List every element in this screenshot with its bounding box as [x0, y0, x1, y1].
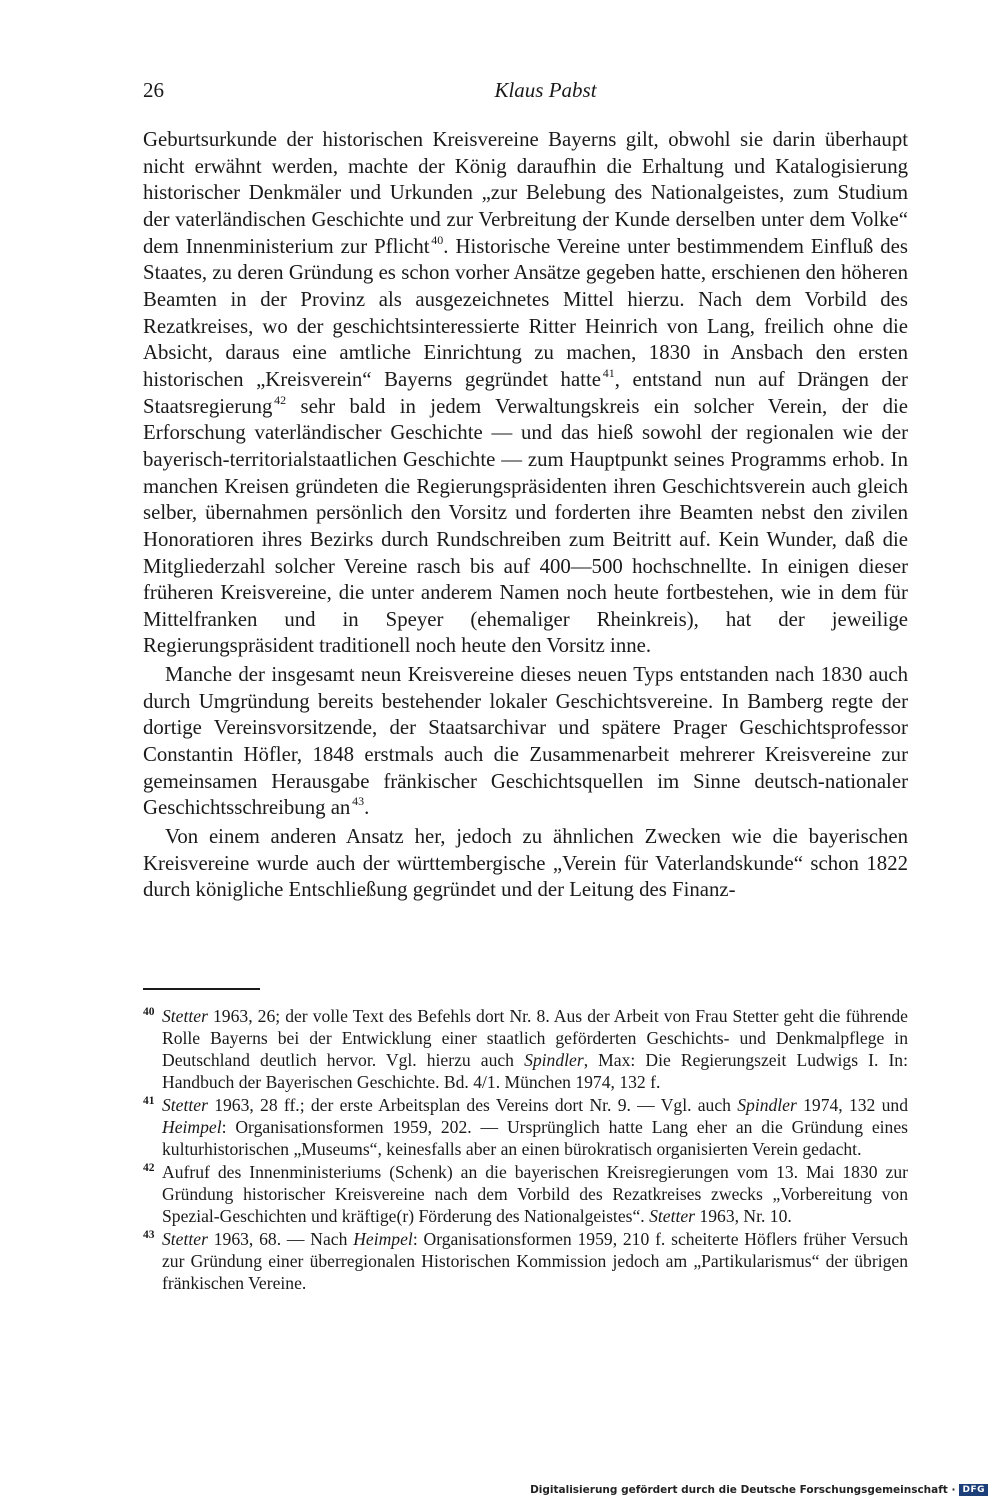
page-number: 26	[143, 78, 164, 102]
footnote-segment: 1963, 68. — Nach	[207, 1229, 354, 1249]
footnote-segment: : Organisationsformen 1959, 202. — Ursprünglich hatte Lang eher an die Gründung eines kulturhistorischen „Museums“, keinesfalls aber an einen bürokratisch organisierten Verein gedacht.	[162, 1117, 908, 1159]
page-header	[143, 78, 908, 110]
footnote-ref: 40	[431, 232, 444, 247]
footnote-41	[143, 1094, 908, 1160]
footnote-number: 40	[143, 1006, 155, 1018]
paragraph-1	[143, 127, 908, 660]
footnote-text	[162, 1229, 908, 1293]
footnote-ref: 41	[602, 365, 615, 380]
author-name: Stetter	[162, 1229, 208, 1249]
footnote-number: 42	[143, 1162, 155, 1174]
author-name: Spindler	[737, 1095, 797, 1115]
footnote-segment: 1974, 132 und	[796, 1095, 908, 1115]
paragraph-text: . Historische Vereine unter bestimmendem Einfluß des Staates, zu deren Gründung es schon vorher Ansätze gegeben hatte, erschienen den höheren Beamten in der Provinz als ausgezeichnetes Mittel hierzu. Nach dem Vorbild des Rezatkreises, wo der geschichtsinteressierte Ritter Heinrich von Lang, freilich ohne die Absicht, daraus eine amtliche Einrichtung zu machen, 1830 in Ansbach den ersten historischen „Kreisverein“ Bayerns gegründet hatte	[143, 234, 908, 391]
paragraph-text: Von einem anderen Ansatz her, jedoch zu ähnlichen Zwecken wie die bayerischen Kreisvereine wurde auch der württembergische „Verein für Vaterlandskunde“ schon 1822 durch königliche Entschließung gegründet und der Leitung des Finanz-	[143, 825, 908, 902]
footnote-segment: , Max: Die Regierungszeit Ludwigs I. In: Handbuch der Bayerischen Geschichte. Bd. 4/1. München 1974, 132 f.	[162, 1050, 908, 1092]
footnote-number: 43	[143, 1229, 155, 1241]
footnote-divider	[143, 988, 260, 990]
body-text	[143, 127, 908, 904]
footnote-text	[162, 1162, 908, 1226]
author-name: Stetter	[162, 1095, 208, 1115]
footnote-segment: 1963, 26; der volle Text des Befehls dort Nr. 8. Aus der Arbeit von Frau Stetter geht die führende Rolle Bayerns bei der Entwicklung einer staatlich geförderten Geschichts- und Denkmalpflege in Deutschland deutlich hervor. Vgl. hierzu auch	[162, 1006, 908, 1070]
paragraph-2	[143, 662, 908, 822]
footnote-ref: 42	[274, 392, 287, 407]
paragraph-text: , entstand nun auf Drängen der Staatsregierung	[143, 367, 908, 418]
author-name: Stetter	[162, 1006, 208, 1026]
author-name: Spindler	[524, 1050, 584, 1070]
paragraph-3	[143, 824, 908, 904]
paragraph-text: Manche der insgesamt neun Kreisvereine dieses neuen Typs entstanden nach 1830 auch durch Umgründung bereits bestehender lokaler Geschichtsvereine. In Bamberg regte der dortige Vereinsvorsitzende, der Staatsarchivar und spätere Prager Geschichtsprofessor Constantin Höfler, 1848 erstmals auch die Zusammenarbeit mehrerer Kreisvereine zur gemeinsamen Herausgabe fränkischer Geschichtsquellen im Sinne deutsch-nationaler Geschichtsschreibung an	[143, 663, 908, 820]
footnote-text	[162, 1095, 908, 1159]
paragraph-text: Geburtsurkunde der historischen Kreisvereine Bayerns gilt, obwohl sie darin überhaupt nicht erwähnt werden, machte der König daraufhin die Erhaltung und Katalogisierung historischer Denkmäler und Urkunden „zur Belebung des Nationalgeistes, zum Studium der vaterländischen Geschichte und zur Verbreitung der Kunde derselben unter dem Volke“ dem Innenministerium zur Pflicht	[143, 128, 908, 258]
footnote-40	[143, 1005, 908, 1093]
dfg-logo: DFG	[959, 1484, 988, 1496]
footnotes	[143, 1005, 908, 1295]
footnote-segment: Aufruf des Innenministeriums (Schenk) an die bayerischen Kreisregierungen vom 13. Mai 1830 zur Gründung historischer Kreisvereine nach dem Vorbild des Rezatkreises zwecks „Vorbereitung von Spezial-Geschichten und kräftige(r) Förderung des Nationalgeistes“.	[162, 1162, 908, 1226]
author-name: Stetter	[649, 1206, 696, 1226]
footnote-segment: : Organisationsformen 1959, 210 f. scheiterte Höflers früher Versuch zur Gründung einer überregionalen Historischen Kommission jedoch am „Partikularismus“ der übrigen fränkischen Vereine.	[162, 1229, 908, 1293]
author-name: Heimpel	[353, 1229, 413, 1249]
footnote-segment: 1963, 28 ff.; der erste Arbeitsplan des Vereins dort Nr. 9. — Vgl. auch	[207, 1095, 738, 1115]
author-name: Heimpel	[162, 1117, 222, 1137]
footnote-text	[162, 1006, 908, 1092]
paragraph-text: .	[364, 796, 370, 820]
footnote-43	[143, 1228, 908, 1294]
footnote-42	[143, 1161, 908, 1227]
running-head: Klaus Pabst	[494, 78, 597, 102]
footnote-number: 41	[143, 1095, 155, 1107]
digitization-footer	[530, 1484, 988, 1496]
paragraph-text: sehr bald in jedem Verwaltungskreis ein solcher Verein, der die Erforschung vaterländischer Geschichte — und das hieß sowohl der regionalen wie der bayerisch-territorialstaatlichen Geschichte — zum Hauptpunkt seines Programms erhob. In manchen Kreisen gründeten die Regierungspräsidenten ihren Geschichtsverein auch gleich selber, übernahmen persönlich den Vorsitz und forderten ihre Beamten nebst den zivilen Honoratioren ihres Bezirks durch Rundschreiben zum Beitritt auf. Kein Wunder, daß die Mitgliederzahl solcher Vereine rasch bis auf 400—500 hochschnellte. In einigen dieser früheren Kreisvereine, die unter anderem Namen noch heute fortbestehen, wie in dem für Mittelfranken und in Speyer (ehemaliger Rheinkreis), hat der jeweilige Regierungspräsident traditionell noch heute den Vorsitz inne.	[143, 394, 908, 658]
footer-text: Digitalisierung gefördert durch die Deutsche Forschungsgemeinschaft ·	[530, 1484, 956, 1496]
footnote-segment: 1963, Nr. 10.	[695, 1206, 792, 1226]
footnote-ref: 43	[352, 794, 365, 809]
